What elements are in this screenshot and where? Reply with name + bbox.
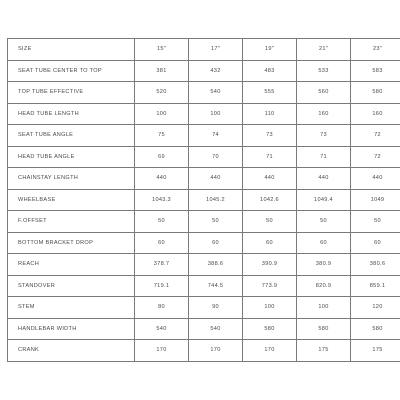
table-row	[8, 232, 400, 254]
table-header-row	[8, 39, 400, 61]
row-label: HEAD TUBE ANGLE	[8, 146, 135, 168]
table-cell: 1042.6	[243, 189, 297, 211]
table-cell: 75	[135, 125, 189, 147]
table-cell: 70	[189, 146, 243, 168]
table-cell: 60	[297, 232, 351, 254]
table-cell: 440	[135, 168, 189, 190]
table-cell: 555	[243, 82, 297, 104]
table-cell: 1045.2	[189, 189, 243, 211]
table-cell: 380.9	[297, 254, 351, 276]
table-row	[8, 60, 400, 82]
row-label: CHAINSTAY LENGTH	[8, 168, 135, 190]
row-label: STANDOVER	[8, 275, 135, 297]
table-cell: 440	[189, 168, 243, 190]
table-cell: 50	[189, 211, 243, 233]
table-cell: 71	[297, 146, 351, 168]
table-cell: 160	[297, 103, 351, 125]
table-cell: 60	[135, 232, 189, 254]
table-cell: 820.9	[297, 275, 351, 297]
table-cell: 540	[135, 318, 189, 340]
table-cell: 744.5	[189, 275, 243, 297]
table-cell: 80	[135, 297, 189, 319]
table-cell: 60	[351, 232, 400, 254]
table-cell: 580	[351, 318, 400, 340]
table-cell: 1049.4	[297, 189, 351, 211]
table-row	[8, 125, 400, 147]
row-label: SIZE	[8, 39, 135, 61]
table-cell: 583	[351, 60, 400, 82]
row-label: HANDLEBAR WIDTH	[8, 318, 135, 340]
table-cell: 390.9	[243, 254, 297, 276]
table-cell: 560	[297, 82, 351, 104]
table-cell: 859.1	[351, 275, 400, 297]
row-label: STEM	[8, 297, 135, 319]
geometry-table	[7, 38, 400, 362]
geometry-table-body	[8, 39, 400, 362]
table-row	[8, 254, 400, 276]
table-cell: 19"	[243, 39, 297, 61]
table-cell: 90	[189, 297, 243, 319]
table-cell: 100	[243, 297, 297, 319]
table-cell: 73	[243, 125, 297, 147]
row-label: SEAT TUBE CENTER TO TOP	[8, 60, 135, 82]
table-cell: 773.9	[243, 275, 297, 297]
table-cell: 440	[351, 168, 400, 190]
table-cell: 50	[297, 211, 351, 233]
table-row	[8, 211, 400, 233]
table-cell: 540	[189, 82, 243, 104]
table-cell: 69	[135, 146, 189, 168]
table-cell: 72	[351, 146, 400, 168]
table-cell: 50	[135, 211, 189, 233]
table-cell: 100	[135, 103, 189, 125]
table-cell: 175	[351, 340, 400, 362]
table-row	[8, 103, 400, 125]
table-cell: 60	[243, 232, 297, 254]
table-row	[8, 297, 400, 319]
row-label: TOP TUBE EFFECTIVE	[8, 82, 135, 104]
table-cell: 580	[351, 82, 400, 104]
table-cell: 1049	[351, 189, 400, 211]
table-row	[8, 82, 400, 104]
table-cell: 580	[297, 318, 351, 340]
table-row	[8, 168, 400, 190]
row-label: F.OFFSET	[8, 211, 135, 233]
table-row	[8, 340, 400, 362]
table-cell: 170	[243, 340, 297, 362]
table-cell: 175	[297, 340, 351, 362]
row-label: CRANK	[8, 340, 135, 362]
table-cell: 73	[297, 125, 351, 147]
table-cell: 1043.3	[135, 189, 189, 211]
table-row	[8, 189, 400, 211]
row-label: HEAD TUBE LENGTH	[8, 103, 135, 125]
table-cell: 50	[243, 211, 297, 233]
table-cell: 60	[189, 232, 243, 254]
table-cell: 533	[297, 60, 351, 82]
table-cell: 23"	[351, 39, 400, 61]
table-cell: 388.6	[189, 254, 243, 276]
table-cell: 170	[189, 340, 243, 362]
table-cell: 100	[297, 297, 351, 319]
table-cell: 378.7	[135, 254, 189, 276]
table-row	[8, 275, 400, 297]
table-cell: 540	[189, 318, 243, 340]
table-cell: 483	[243, 60, 297, 82]
row-label: REACH	[8, 254, 135, 276]
table-cell: 440	[297, 168, 351, 190]
table-row	[8, 318, 400, 340]
table-cell: 170	[135, 340, 189, 362]
table-cell: 160	[351, 103, 400, 125]
table-cell: 520	[135, 82, 189, 104]
table-cell: 580	[243, 318, 297, 340]
table-cell: 50	[351, 211, 400, 233]
row-label: BOTTOM BRACKET DROP	[8, 232, 135, 254]
table-cell: 380.6	[351, 254, 400, 276]
table-cell: 72	[351, 125, 400, 147]
table-cell: 432	[189, 60, 243, 82]
geometry-table-container	[7, 38, 400, 362]
table-cell: 74	[189, 125, 243, 147]
table-cell: 120	[351, 297, 400, 319]
table-cell: 110	[243, 103, 297, 125]
table-cell: 21"	[297, 39, 351, 61]
table-cell: 71	[243, 146, 297, 168]
row-label: WHEELBASE	[8, 189, 135, 211]
table-cell: 381	[135, 60, 189, 82]
table-cell: 15"	[135, 39, 189, 61]
table-cell: 100	[189, 103, 243, 125]
table-cell: 719.1	[135, 275, 189, 297]
row-label: SEAT TUBE ANGLE	[8, 125, 135, 147]
table-cell: 440	[243, 168, 297, 190]
table-cell: 17"	[189, 39, 243, 61]
table-row	[8, 146, 400, 168]
